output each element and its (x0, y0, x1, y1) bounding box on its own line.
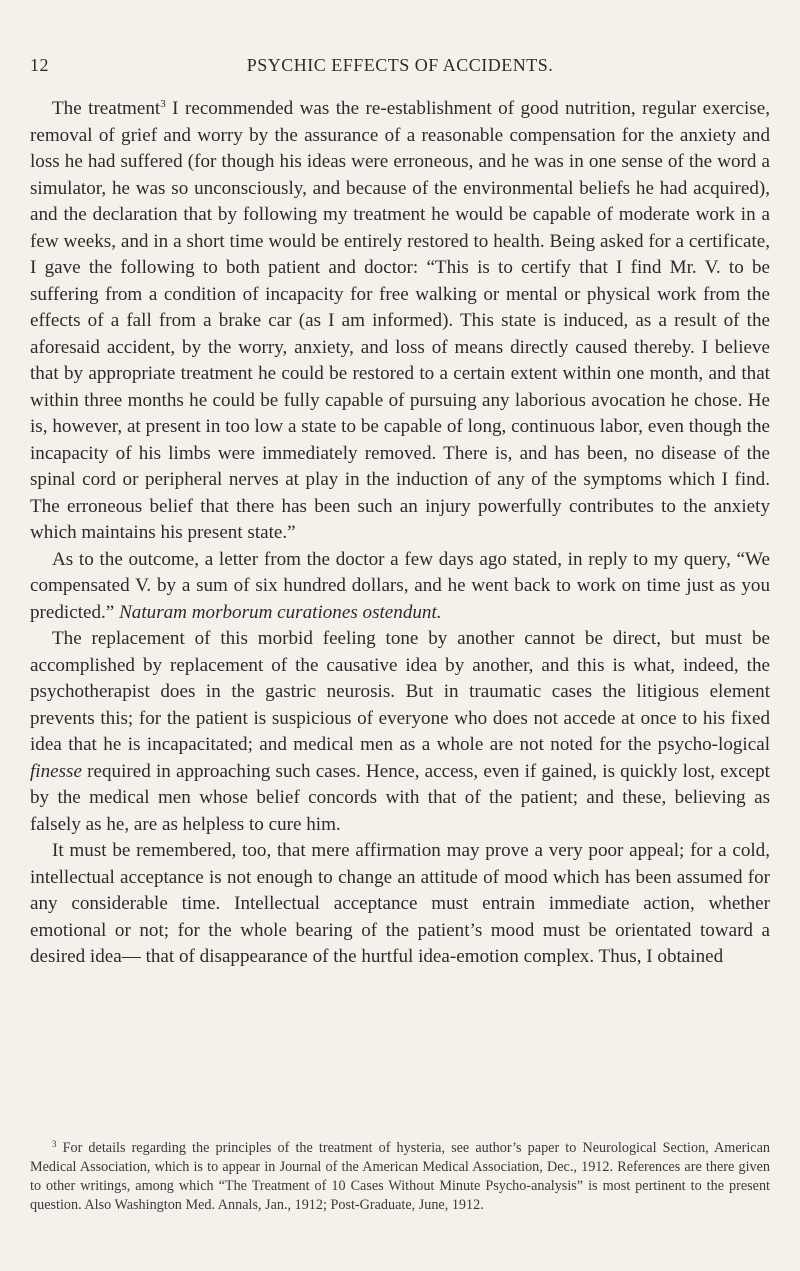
paragraph-affirmation (30, 838, 770, 971)
paragraph-text: I recommended was the re-establishment of good nutrition, regular exercise, removal of grief and worry by the assurance of a reasonable compensation for the anxiety and loss he had suffered (for though his ideas were erroneous, and he was in one sense of the word a simulator, he was so unconsciously, and because of the environmental beliefs he had acquired), and the declaration that by following my treatment he would be capable of moderate work in a few weeks, and in a short time would be entirely restored to health. Being asked for a certificate, I gave the following to both patient and doctor: “This is to certify that I find Mr. V. to be suffering from a condition of incapacity for free walking or mental or physical work from the effects of a fall from a brake car (as I am informed). This state is induced, as a result of the aforesaid accident, by the worry, anxiety, and loss of means directly caused thereby. I believe that by appropriate treatment he could be restored to a certain extent within one month, and that within three months he could be fully capable of pursuing any laborious avocation he chose. He is, however, at present in too low a state to be capable of long, continuous labor, even though the incapacity of his limbs were immediately removed. There is, and has been, no disease of the spinal cord or peripheral nerves at play in the induction of any of the symptoms which I find. The erroneous belief that there has been such an injury powerfully contributes to the anxiety which maintains his present state.” (30, 98, 770, 543)
paragraph-outcome (30, 547, 770, 627)
page-number: 12 (30, 55, 49, 75)
footnote-text: For details regarding the principles of the treatment of hysteria, see author’s paper to Neurological Section, American Medical Association, which is to appear in Journal of the American Medical Association, Dec., 1912. References are there given to other writings, among which “The Treatment of 10 Cases Without Minute Psycho-analysis” is most pertinent to the present question. Also Washington Med. Annals, Jan., 1912; Post-Graduate, June, 1912. (30, 1140, 770, 1213)
footnote (30, 1139, 770, 1215)
paragraph-treatment (30, 96, 770, 547)
paragraph-text: As to the outcome, a letter from the doctor a few days ago stated, in reply to my query, “We compensated V. by a sum of six hundred dollars, and he went back to work on time just as you predicted.” (30, 548, 770, 623)
paragraph-text: required in approaching such cases. Hence, access, even if gained, is quickly lost, except by the medical men whose belief concords with that of the patient; and these, believing as falsely as he, are as helpless to cure him. (30, 760, 770, 835)
italic-term: finesse (30, 760, 82, 782)
footnote-paragraph (30, 1139, 770, 1215)
running-title: PSYCHIC EFFECTS OF ACCIDENTS. (246, 55, 554, 75)
footnote-marker: 3 (52, 1139, 57, 1149)
latin-quote: Naturam morborum curationes ostendunt. (119, 601, 442, 623)
paragraph-replacement (30, 626, 770, 838)
main-text (30, 96, 770, 971)
running-header (30, 55, 770, 76)
paragraph-text: The replacement of this morbid feeling tone by another cannot be direct, but must be accomplished by replacement of the causative idea by another, and this is what, indeed, the psychotherapist does in the gastric neurosis. But in traumatic cases the litigious element prevents this; for the patient is suspicious of everyone who does not accede at once to his fixed idea that he is incapacitated; and medical men as a whole are not noted for the psycho-logical (30, 628, 770, 755)
paragraph-text: The treatment (52, 98, 161, 119)
footnote-reference: 3 (160, 98, 166, 110)
paragraph-text: It must be remembered, too, that mere affirmation may prove a very poor appeal; for a cold, intellectual acceptance is not enough to change an attitude of mood which has been assumed for any considerable time. Intellectual acceptance must entrain immediate action, whether emotional or not; for the whole bearing of the patient’s mood must be orientated toward a desired idea— that of disappearance of the hurtful idea-emotion complex. Thus, I obtained (30, 840, 770, 967)
